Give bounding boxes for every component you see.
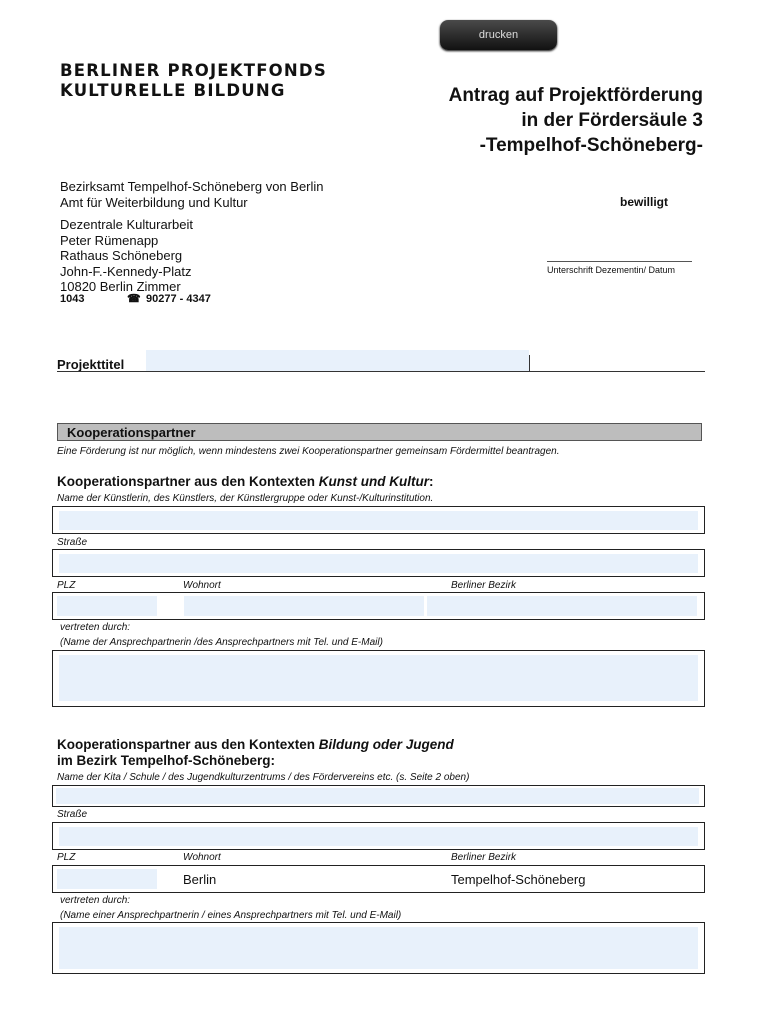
art-rep-label: vertreten durch:	[60, 622, 131, 633]
art-district-input[interactable]	[427, 596, 697, 616]
edu-rep-input[interactable]	[59, 927, 698, 969]
title-line-1: Antrag auf Projektförderung	[448, 85, 703, 106]
heading-line: im Bezirk Tempelhof-Schöneberg:	[57, 753, 276, 768]
edu-plz-label: PLZ	[57, 852, 76, 863]
art-plz-label: PLZ	[57, 580, 76, 591]
signature-caption: Unterschrift Dezementin/ Datum	[547, 265, 676, 275]
project-title-input[interactable]	[146, 350, 529, 371]
title-line-2: in der Fördersäule 3	[521, 110, 703, 131]
art-plz-input[interactable]	[57, 596, 157, 616]
edu-rep-box	[52, 922, 705, 974]
edu-district-value[interactable]: Tempelhof-Schöneberg	[451, 872, 586, 887]
phone-number: 90277 - 4347	[146, 293, 211, 305]
address-line: Amt für Weiterbildung und Kultur	[60, 194, 248, 210]
room-number: 1043	[60, 293, 85, 305]
art-name-input[interactable]	[59, 511, 698, 530]
art-street-label: Straße	[57, 537, 88, 548]
heading-text: Kooperationspartner aus den Kontexten	[57, 474, 319, 489]
section-note: Eine Förderung ist nur möglich, wenn mindestens zwei Kooperationspartner gemeinsam Fördermittel beantragen.	[57, 446, 560, 457]
divider	[529, 355, 530, 371]
edu-name-input[interactable]	[56, 788, 699, 804]
art-street-box	[52, 549, 705, 577]
title-line-3: -Tempelhof-Schöneberg-	[479, 135, 703, 156]
print-button[interactable]: drucken	[440, 20, 557, 50]
art-rep-sublabel: (Name der Ansprechpartnerin /des Ansprechpartners mit Tel. und E-Mail)	[60, 637, 383, 648]
approval-label: bewilligt	[620, 195, 668, 209]
art-partner-heading	[57, 474, 434, 490]
phone-icon: ☎	[127, 293, 141, 305]
edu-rep-label: vertreten durch:	[60, 895, 131, 906]
art-city-input[interactable]	[184, 596, 424, 616]
logo	[60, 61, 327, 101]
logo-line-2: KULTURELLE BILDUNG	[60, 81, 286, 100]
project-title-label: Projekttitel	[57, 357, 125, 372]
edu-plz-input[interactable]	[57, 869, 157, 889]
signature-line	[547, 261, 692, 262]
art-street-input[interactable]	[59, 554, 698, 573]
address-block-2	[60, 217, 193, 295]
address-line: Bezirksamt Tempelhof-Schöneberg von Berlin	[60, 179, 324, 194]
edu-city-value[interactable]: Berlin	[183, 872, 217, 887]
address-block-1	[60, 179, 324, 210]
art-city-label: Wohnort	[183, 580, 221, 591]
project-title-underline	[57, 371, 705, 372]
edu-city-label: Wohnort	[183, 852, 221, 863]
heading-text: :	[429, 474, 434, 489]
edu-name-label: Name der Kita / Schule / des Jugendkulturzentrums / des Fördervereins etc. (s. Seite 2 oben)	[57, 772, 470, 783]
address-line: 10820 Berlin Zimmer	[60, 279, 181, 294]
page-title	[449, 83, 703, 158]
edu-partner-heading	[57, 737, 454, 769]
logo-line-1: BERLINER PROJEKTFONDS	[60, 61, 327, 80]
heading-italic: Kunst und Kultur	[318, 474, 430, 489]
section-header-kooperationspartner: Kooperationspartner	[57, 423, 702, 441]
heading-line	[57, 737, 454, 753]
art-rep-box	[52, 650, 705, 707]
edu-street-box	[52, 822, 705, 850]
edu-street-label: Straße	[57, 809, 88, 820]
edu-street-input[interactable]	[59, 827, 698, 846]
address-line: John-F.-Kennedy-Platz	[60, 263, 192, 279]
art-district-label: Berliner Bezirk	[451, 580, 517, 591]
edu-name-box	[52, 785, 705, 807]
edu-district-label: Berliner Bezirk	[451, 852, 517, 863]
heading-text: Kooperationspartner aus den Kontexten	[57, 737, 319, 752]
address-line: Peter Rümenapp	[60, 232, 159, 248]
art-rep-input[interactable]	[59, 655, 698, 701]
address-line: Rathaus Schöneberg	[60, 248, 183, 263]
address-line: Dezentrale Kulturarbeit	[60, 217, 193, 232]
heading-italic: Bildung oder Jugend	[318, 737, 454, 752]
edu-rep-sublabel: (Name einer Ansprechpartnerin / eines Ansprechpartners mit Tel. und E-Mail)	[60, 910, 402, 921]
edu-address-box	[52, 865, 705, 893]
art-address-box	[52, 592, 705, 620]
art-name-label: Name der Künstlerin, des Künstlers, der Künstlergruppe oder Kunst-/Kulturinstitution.	[57, 493, 434, 504]
art-name-box	[52, 506, 705, 534]
